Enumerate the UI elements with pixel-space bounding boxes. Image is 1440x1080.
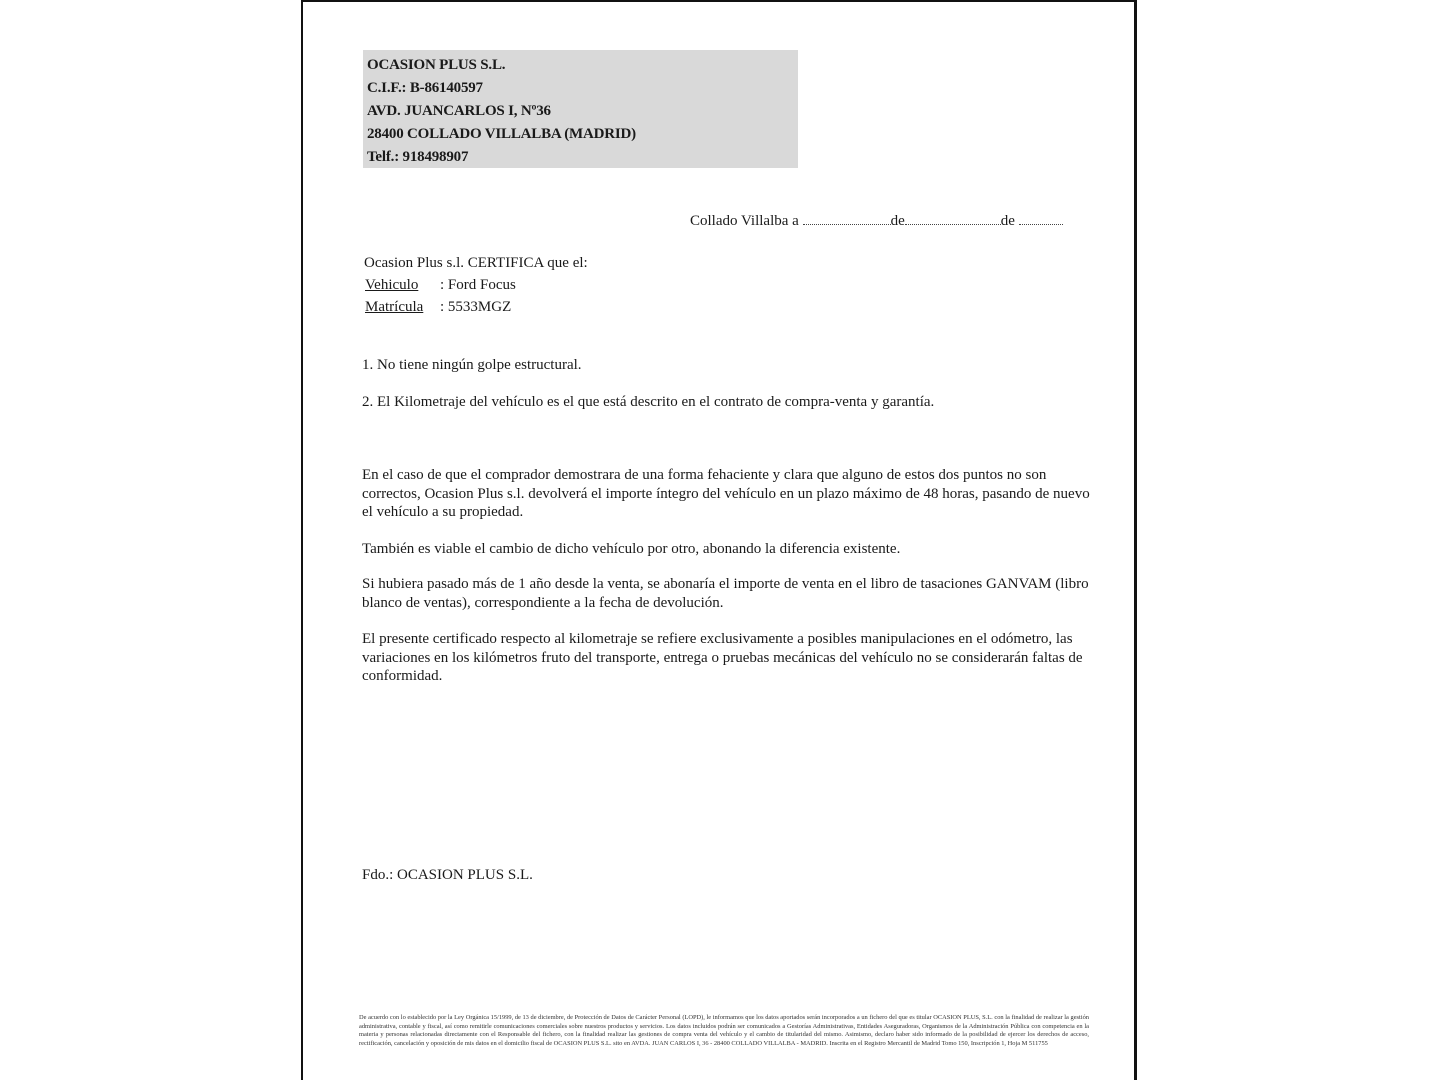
paragraph-exchange: También es viable el cambio de dicho vehículo por otro, abonando la diferencia existente. [362, 541, 901, 557]
plate-label: Matrícula [365, 299, 424, 315]
plate-row [365, 299, 511, 316]
legal-footer: De acuerdo con lo establecido por la Ley Orgánica 15/1999, de 13 de diciembre, de Protección de Datos de Carácter Personal (LOPD), le informamos que los datos aportados serán incorporados a un fichero del que es titular OCASION PLUS, S.L. con la finalidad de realizar la gestión administrativa, contable y fiscal, así como remitirle comunicaciones comerciales sobre nuestros productos y servicios. Los datos incluidos podrán ser comunicados a Gestorías Administrativas, Entidades Aseguradoras, Organismos de la Administración Pública con competencia en la materia y personas relacionadas directamente con el Responsable del fichero, con la finalidad realizar las gestiones de compra venta del vehículo y el cambio de titularidad del mismo. Asimismo, declaro haber sido informado de la posibilidad de ejercer los derechos de acceso, rectificación, cancelación y oposición de mis datos en el domicilio fiscal de OCASION PLUS S.L. sito en AVDA. JUAN CARLOS I, 36 - 28400 COLLADO VILLALBA - MADRID. Inscrita en el Registro Mercantil de Madrid Tomo 150, Inscripción 1, Hoja M 511755 [359, 1014, 1089, 1047]
day-blank [803, 212, 891, 225]
company-address: AVD. JUANCARLOS I, Nº36 [367, 103, 551, 119]
plate-value: : 5533MGZ [440, 299, 512, 315]
vehicle-label: Vehiculo [365, 277, 419, 293]
company-cif: C.I.F.: B-86140597 [367, 80, 483, 96]
month-blank [905, 212, 1001, 225]
paragraph-refund: En el caso de que el comprador demostrara de una forma fehaciente y clara que alguno de estos dos puntos no son correctos, Ocasion Plus s.l. devolverá el importe íntegro del vehículo en un plazo máximo de 48 horas, pasando de nuevo el vehículo a su propiedad. [362, 467, 1090, 520]
date-place: Collado Villalba a [690, 213, 799, 229]
year-blank [1019, 212, 1063, 225]
company-name: OCASION PLUS S.L. [367, 57, 506, 73]
company-phone: Telf.: 918498907 [367, 149, 469, 165]
paragraph-ganvam: Si hubiera pasado más de 1 año desde la venta, se abonaría el importe de venta en el libro de tasaciones GANVAM (libro blanco de ventas), correspondiente a la fecha de devolución. [362, 576, 1089, 611]
vehicle-row [365, 277, 516, 294]
certifies-line: Ocasion Plus s.l. CERTIFICA que el: [364, 255, 588, 271]
point-1: 1. No tiene ningún golpe estructural. [362, 357, 582, 373]
vehicle-value: : Ford Focus [440, 277, 516, 293]
company-city: 28400 COLLADO VILLALBA (MADRID) [367, 126, 636, 142]
point-2: 2. El Kilometraje del vehículo es el que está descrito en el contrato de compra-venta y garantía. [362, 394, 935, 410]
date-de-2: de [1000, 213, 1015, 229]
date-line [690, 212, 1063, 230]
paragraph-odometer: El presente certificado respecto al kilometraje se refiere exclusivamente a posibles manipulaciones en el odómetro, las variaciones en los kilómetros fruto del transporte, entrega o pruebas mecánicas del vehículo no se considerarán faltas de conformidad. [362, 631, 1083, 684]
signature-line: Fdo.: OCASION PLUS S.L. [362, 867, 533, 883]
company-header [363, 50, 798, 168]
document-page [301, 0, 1137, 1080]
date-de-1: de [890, 213, 905, 229]
